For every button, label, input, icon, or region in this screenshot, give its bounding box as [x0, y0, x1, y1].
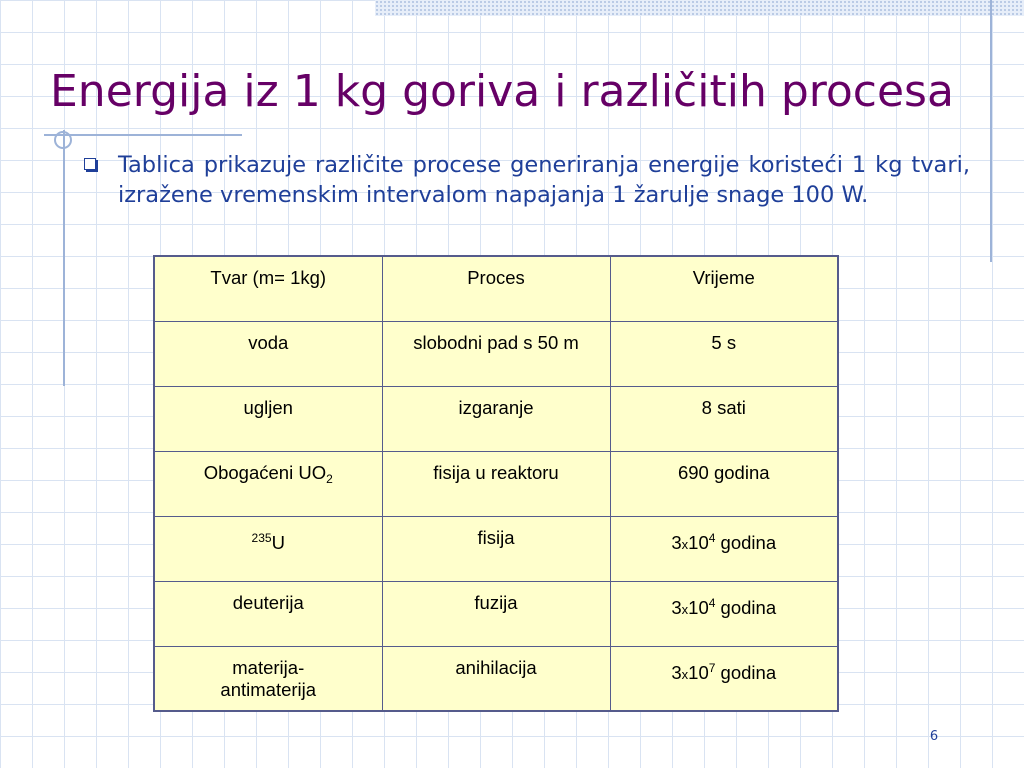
- bullet-text: Tablica prikazuje različite procese generiranja energije koristeći 1 kg tvari, izražene vremenskim intervalom napajanja 1 žarulje snage 100 W.: [118, 152, 970, 208]
- table-header-row: [154, 256, 838, 321]
- time-exponent: 7: [708, 660, 716, 675]
- page-number: 6: [929, 729, 939, 744]
- time-cell: [610, 516, 838, 581]
- left-decorative-line: [63, 130, 65, 386]
- time-cell: [610, 581, 838, 646]
- substance-base: U: [271, 531, 285, 553]
- process-cell: fisija u reaktoru: [382, 451, 610, 516]
- process-cell: slobodni pad s 50 m: [382, 321, 610, 386]
- table-row: [154, 581, 838, 646]
- time-mantissa: 3: [671, 531, 682, 553]
- header-cell-substance: Tvar (m= 1kg): [154, 256, 382, 321]
- slide-title: Energija iz 1 kg goriva i različitih procesa: [50, 66, 954, 117]
- time-cell: [610, 646, 838, 711]
- time-cell: 690 godina: [610, 451, 838, 516]
- table-row: [154, 451, 838, 516]
- substance-cell: voda: [154, 321, 382, 386]
- circle-decoration: [54, 131, 72, 149]
- time-base: 10: [688, 596, 709, 618]
- substance-cell: ugljen: [154, 386, 382, 451]
- top-decorative-band: [375, 0, 1024, 16]
- time-base: 10: [688, 531, 709, 553]
- time-cell: 5 s: [610, 321, 838, 386]
- time-mantissa: 3: [671, 596, 682, 618]
- process-cell: izgaranje: [382, 386, 610, 451]
- time-mantissa: 3: [671, 661, 682, 683]
- square-bullet-icon: [84, 158, 96, 170]
- energy-table: [153, 255, 839, 712]
- time-base: 10: [688, 661, 709, 683]
- process-cell: fisija: [382, 516, 610, 581]
- substance-line-1: materija-: [232, 656, 305, 678]
- time-unit: godina: [715, 531, 777, 553]
- header-cell-process: Proces: [382, 256, 610, 321]
- time-exponent: 4: [708, 530, 716, 545]
- table-row: [154, 516, 838, 581]
- process-cell: anihilacija: [382, 646, 610, 711]
- substance-line-2: antimaterija: [220, 678, 317, 700]
- substance-cell: [154, 451, 382, 516]
- time-times-sign: x: [681, 601, 689, 617]
- substance-subscript: 2: [326, 471, 333, 486]
- table-row: [154, 386, 838, 451]
- substance-base: Obogaćeni UO: [203, 461, 327, 483]
- header-cell-time: Vrijeme: [610, 256, 838, 321]
- time-exponent: 4: [708, 595, 716, 610]
- substance-cell: [154, 516, 382, 581]
- bullet-item: [84, 150, 970, 210]
- substance-cell: [154, 646, 382, 711]
- substance-cell: deuterija: [154, 581, 382, 646]
- time-times-sign: x: [681, 666, 689, 682]
- right-decorative-line: [990, 0, 992, 262]
- table-row: [154, 321, 838, 386]
- substance-superscript: 235: [251, 530, 272, 545]
- time-unit: godina: [715, 661, 777, 683]
- time-times-sign: x: [681, 536, 689, 552]
- time-unit: godina: [715, 596, 777, 618]
- process-cell: fuzija: [382, 581, 610, 646]
- table-row: [154, 646, 838, 711]
- time-cell: 8 sati: [610, 386, 838, 451]
- title-underline-decoration: [44, 134, 242, 136]
